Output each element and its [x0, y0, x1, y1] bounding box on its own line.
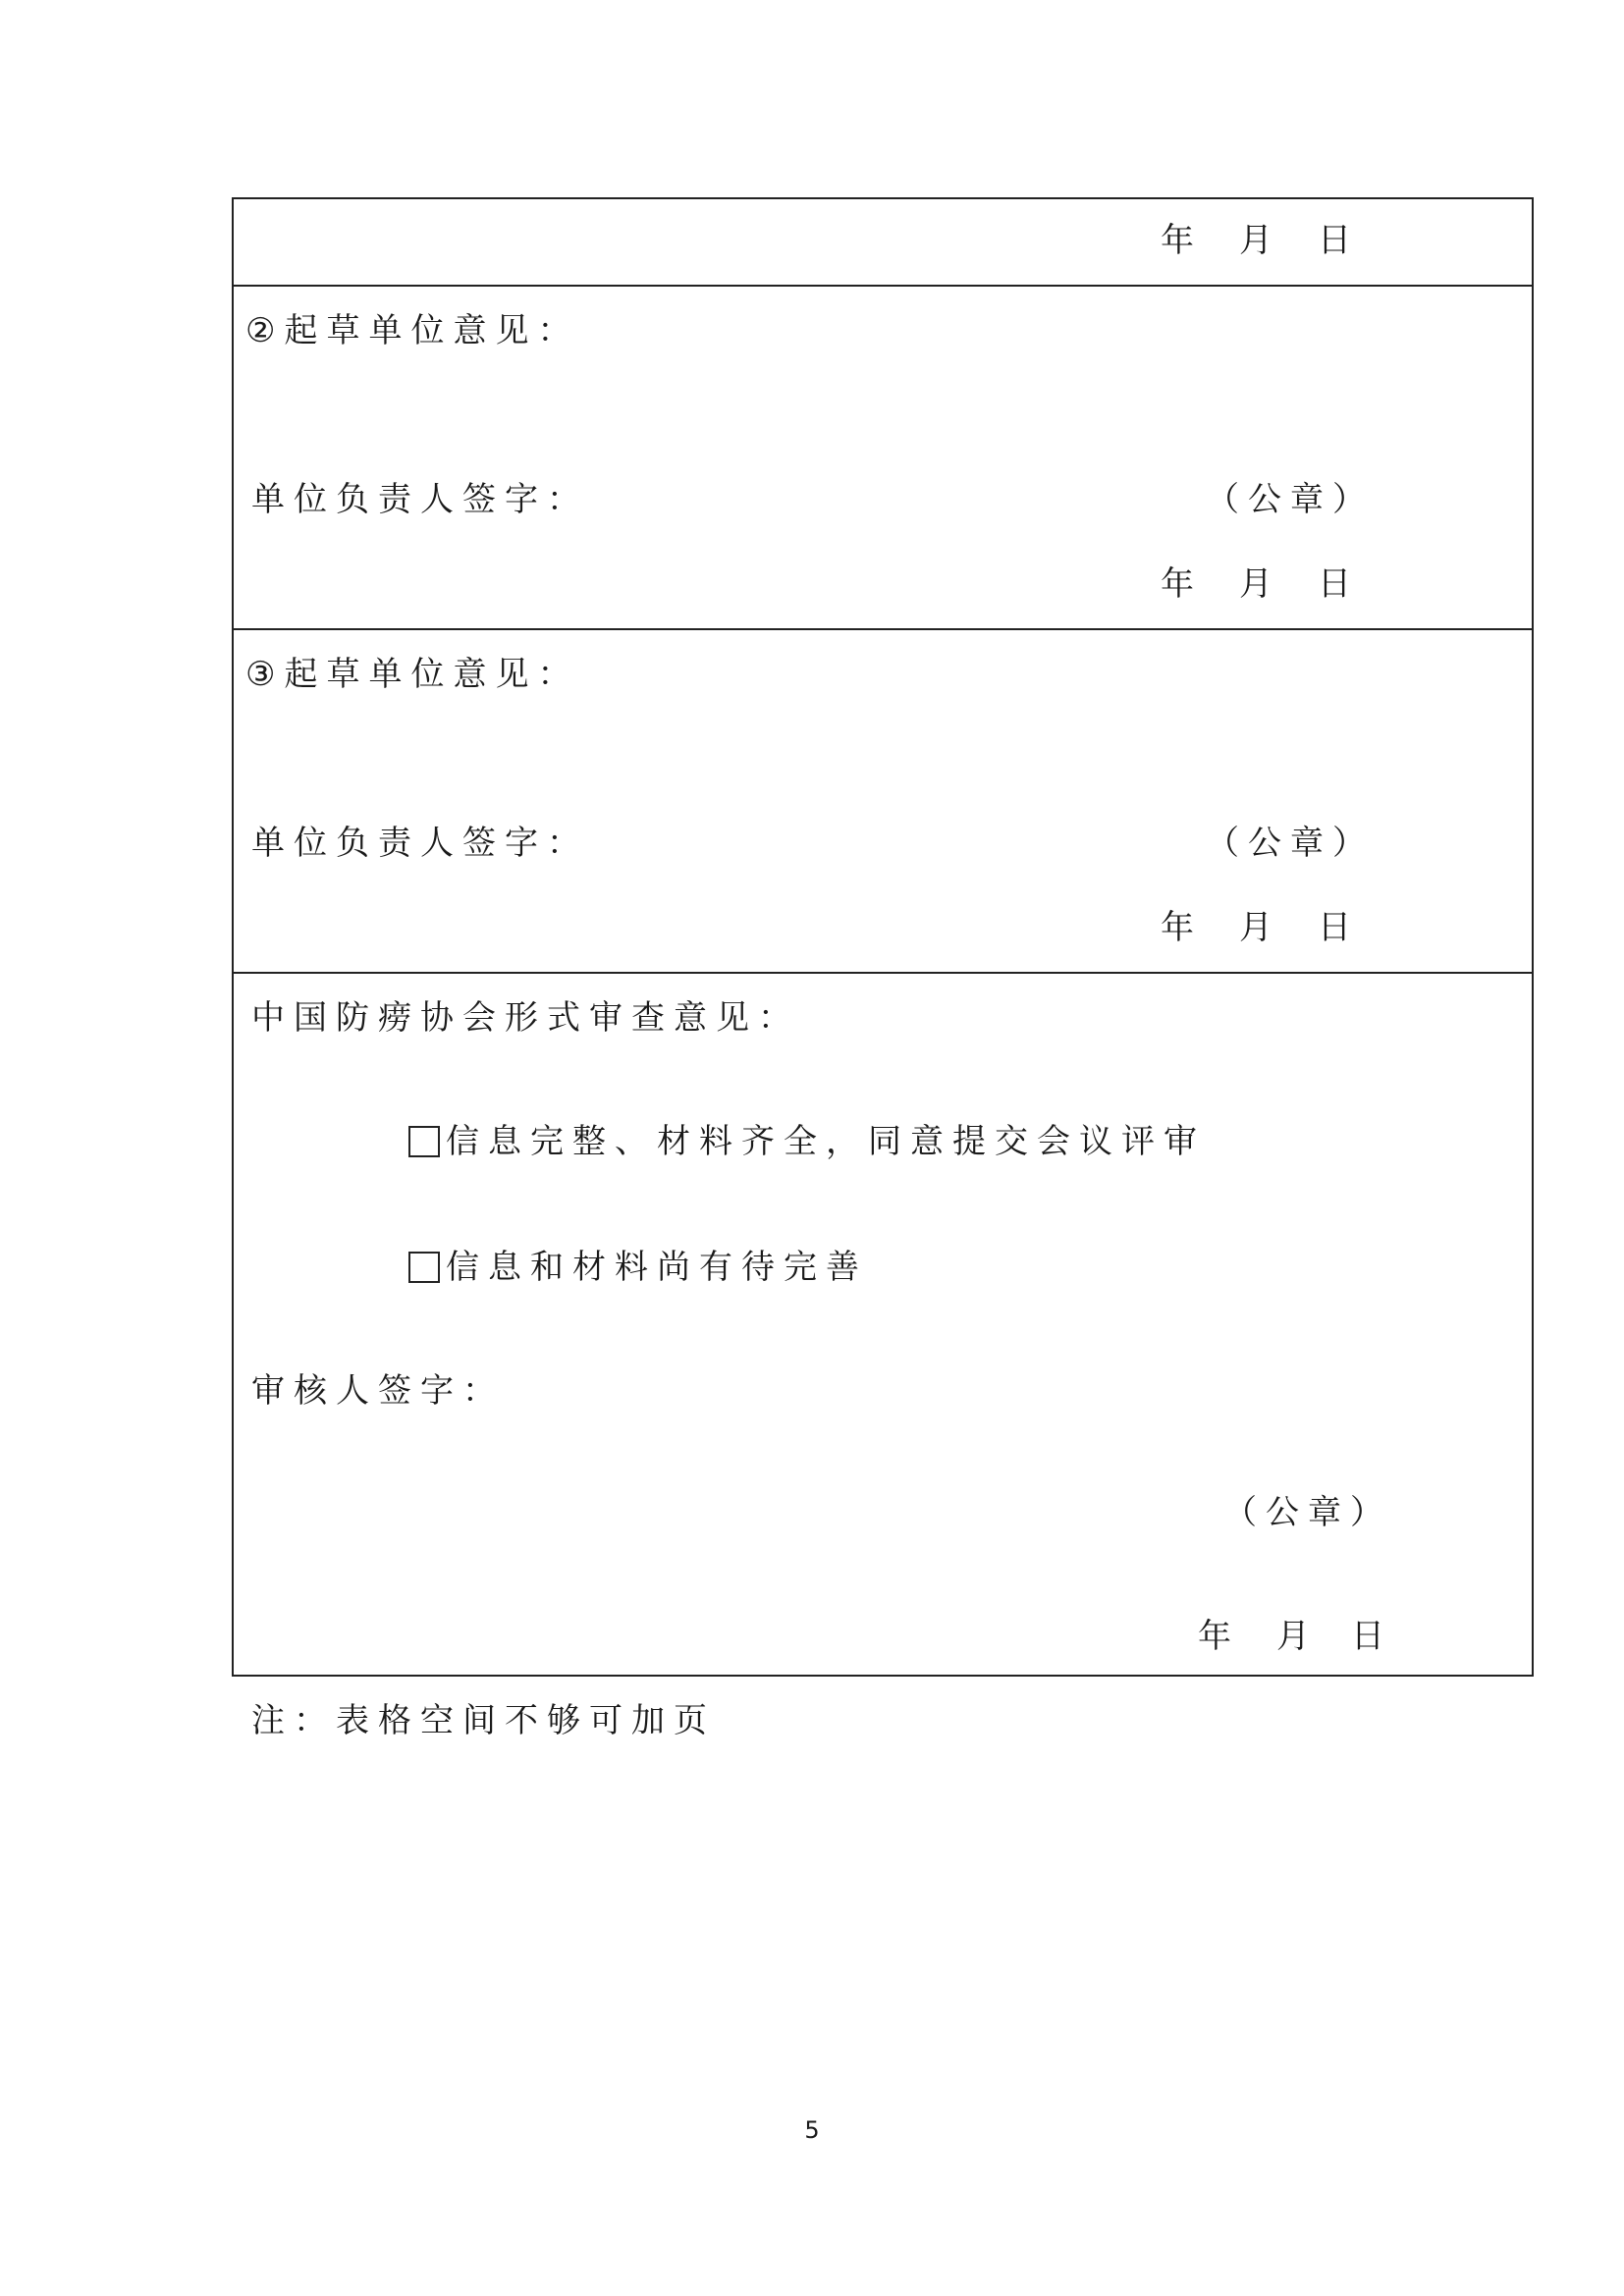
form-row-drafting-unit-3	[234, 629, 1532, 973]
approve-option-label: 信息完整、材料齐全，同意提交会议评审	[446, 1122, 1206, 1161]
date-month-label: 月	[1276, 1617, 1310, 1656]
needs-improvement-checkbox[interactable]	[408, 1252, 440, 1283]
form-row-continued-date	[234, 199, 1532, 286]
review-form-table	[232, 197, 1534, 1677]
reviewer-signature-label: 审核人签字：	[251, 1371, 505, 1411]
date-year-label: 年	[1161, 908, 1194, 947]
drafting-unit-2-heading: ②起草单位意见：	[245, 311, 580, 350]
drafting-unit-3-heading: ③起草单位意见：	[245, 655, 580, 694]
date-year-label: 年	[1161, 221, 1194, 260]
approve-checkbox[interactable]	[408, 1126, 440, 1157]
page-number: 5	[804, 2116, 820, 2144]
official-seal-label: （公章）	[1223, 1493, 1392, 1532]
association-review-heading: 中国防痨协会形式审查意见：	[251, 998, 800, 1038]
date-day-label: 日	[1318, 908, 1351, 947]
date-month-label: 月	[1239, 564, 1272, 604]
form-row-drafting-unit-2	[234, 286, 1532, 629]
date-day-label: 日	[1351, 1617, 1384, 1656]
needs-improvement-option-label: 信息和材料尚有待完善	[446, 1248, 868, 1287]
official-seal-label: （公章）	[1206, 480, 1375, 519]
date-month-label: 月	[1239, 908, 1272, 947]
date-month-label: 月	[1239, 221, 1272, 260]
unit-leader-signature-label: 单位负责人签字：	[251, 824, 589, 863]
date-year-label: 年	[1198, 1617, 1231, 1656]
unit-leader-signature-label: 单位负责人签字：	[251, 480, 589, 519]
official-seal-label: （公章）	[1206, 824, 1375, 863]
date-year-label: 年	[1161, 564, 1194, 604]
date-day-label: 日	[1318, 221, 1351, 260]
table-note: 注：表格空间不够可加页	[251, 1701, 716, 1740]
form-row-association-review	[234, 973, 1532, 1675]
date-day-label: 日	[1318, 564, 1351, 604]
